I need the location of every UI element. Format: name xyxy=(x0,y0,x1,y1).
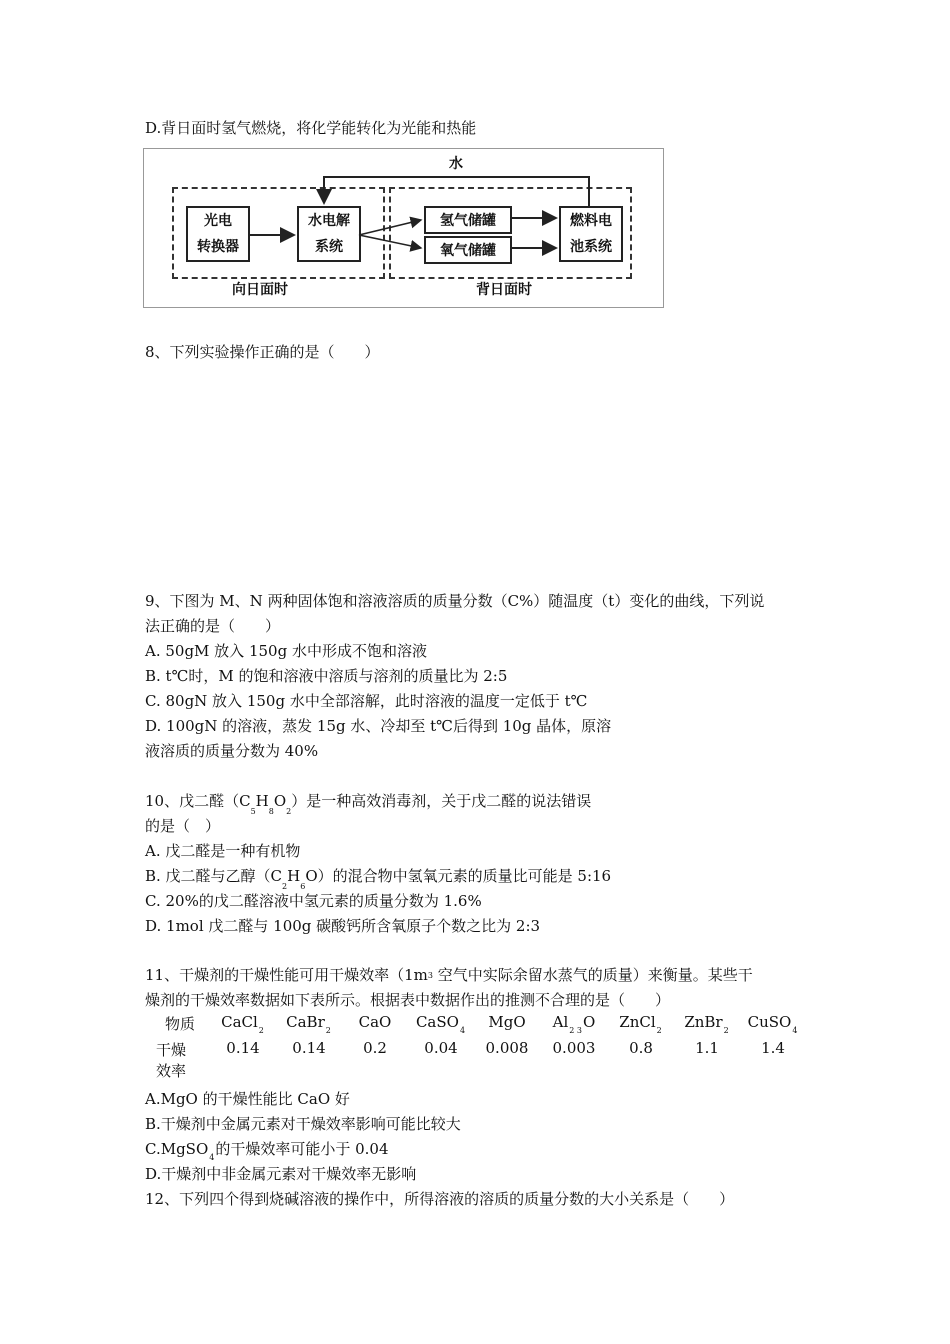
table-cell: 0.14 xyxy=(226,1039,260,1057)
fuel-cell-box: 燃料电 池系统 xyxy=(559,206,623,262)
q9-option-a: A. 50gM 放入 150g 水中形成不饱和溶液 xyxy=(145,642,427,660)
shade-side-label: 背日面时 xyxy=(476,282,532,298)
table-cell: CaO xyxy=(358,1013,392,1031)
table-header-substance: 物质 xyxy=(164,1015,195,1033)
q10-option-d: D. 1mol 戊二醛与 100g 碳酸钙所含氧原子个数之比为 2:3 xyxy=(145,917,541,935)
table-cell: ZnBr$_2$ xyxy=(684,1013,729,1035)
table-cell: MgO xyxy=(488,1013,526,1031)
table-cell: 1.4 xyxy=(761,1039,785,1057)
hydrogen-tank-box: 氢气储罐 xyxy=(424,206,512,234)
table-row-label: 干燥 效率 xyxy=(156,1041,187,1080)
table-cell: CaBr$_2$ xyxy=(286,1013,331,1035)
process-diagram xyxy=(143,148,664,308)
q10-option-a: A. 戊二醛是一种有机物 xyxy=(145,842,301,860)
q10-stem-line1: 10、戊二醛$(C_5H_8O_2)$是一种高效消毒剂，关于戊二醛的说法错误 xyxy=(145,792,592,816)
photoelectric-converter-box: 光电 转换器 xyxy=(186,206,250,262)
q8-stem: 8、下列实验操作正确的是（ ） xyxy=(145,343,380,361)
table-cell: CaSO$_4$ xyxy=(415,1013,466,1035)
table-cell: CuSO$_4$ xyxy=(747,1013,798,1035)
q11-option-d: D.干燥剂中非金属元素对干燥效率无影响 xyxy=(145,1165,417,1183)
table-row-efficiency xyxy=(150,1039,806,1081)
q10-option-b: B. 戊二醛与乙醇$(C_2H_6O)$的混合物中氢氧元素的质量比可能是 5:16 xyxy=(145,867,612,891)
q9-option-d-line2: 液溶质的质量分数为 40% xyxy=(145,742,319,760)
q9-option-d-line1: D. 100gN 的溶液，蒸发 15g 水、冷却至 t℃后得到 10g 晶体，原溶 xyxy=(145,717,612,735)
q11-option-c: C.MgSO$_4$的干燥效率可能小于 0.04 xyxy=(145,1140,389,1162)
table-cell: 0.14 xyxy=(292,1039,326,1057)
q10-stem-line2: 的是（ ） xyxy=(145,817,221,835)
sun-side-label: 向日面时 xyxy=(232,282,288,298)
water-electrolysis-box: 水电解 系统 xyxy=(297,206,361,262)
q9-stem-line2: 法正确的是（ ） xyxy=(145,617,281,635)
table-cell: $Al_{2 3}O$ xyxy=(552,1013,596,1035)
table-cell: 0.8 xyxy=(629,1039,653,1057)
q9-stem-line1: 9、下图为 M、N 两种固体饱和溶液溶质的质量分数（C%）随温度（t）变化的曲线，下列说 xyxy=(145,592,765,610)
oxygen-tank-box: 氧气储罐 xyxy=(424,236,512,264)
q11-stem-line2: 燥剂的干燥效率数据如下表所示。根据表中数据作出的推测不合理的是（ ） xyxy=(145,991,671,1009)
q11-stem-line1: 11、干燥剂的干燥性能可用干燥效率（1m3 空气中实际余留水蒸气的质量）来衡量。某些干 xyxy=(145,966,753,984)
q9-option-c: C. 80gN 放入 150g 水中全部溶解，此时溶液的温度一定低于 t℃ xyxy=(145,692,588,710)
q7-option-d: D.背日面时氢气燃烧，将化学能转化为光能和热能 xyxy=(145,119,477,137)
table-row-substance xyxy=(150,1013,806,1039)
table-cell: 0.008 xyxy=(485,1039,529,1057)
table-cell: CaCl$_2$ xyxy=(221,1013,264,1035)
table-cell: 0.2 xyxy=(363,1039,387,1057)
q10-option-c: C. 20%的戊二醛溶液中氢元素的质量分数为 1.6% xyxy=(145,892,482,910)
q11-option-b: B.干燥剂中金属元素对干燥效率影响可能比较大 xyxy=(145,1115,461,1133)
drying-efficiency-table xyxy=(150,1013,806,1081)
table-cell: 0.04 xyxy=(424,1039,458,1057)
q11-option-a: A.MgO 的干燥性能比 CaO 好 xyxy=(145,1090,350,1108)
diagram-arrows xyxy=(144,149,663,307)
table-cell: 1.1 xyxy=(695,1039,719,1057)
table-cell: 0.003 xyxy=(552,1039,596,1057)
table-cell: ZnCl$_2$ xyxy=(619,1013,662,1035)
q12-stem: 12、下列四个得到烧碱溶液的操作中，所得溶液的溶质的质量分数的大小关系是（ ） xyxy=(145,1190,735,1208)
q9-option-b: B. t℃时，M 的饱和溶液中溶质与溶剂的质量比为 2:5 xyxy=(145,667,508,685)
water-label: 水 xyxy=(449,156,463,172)
